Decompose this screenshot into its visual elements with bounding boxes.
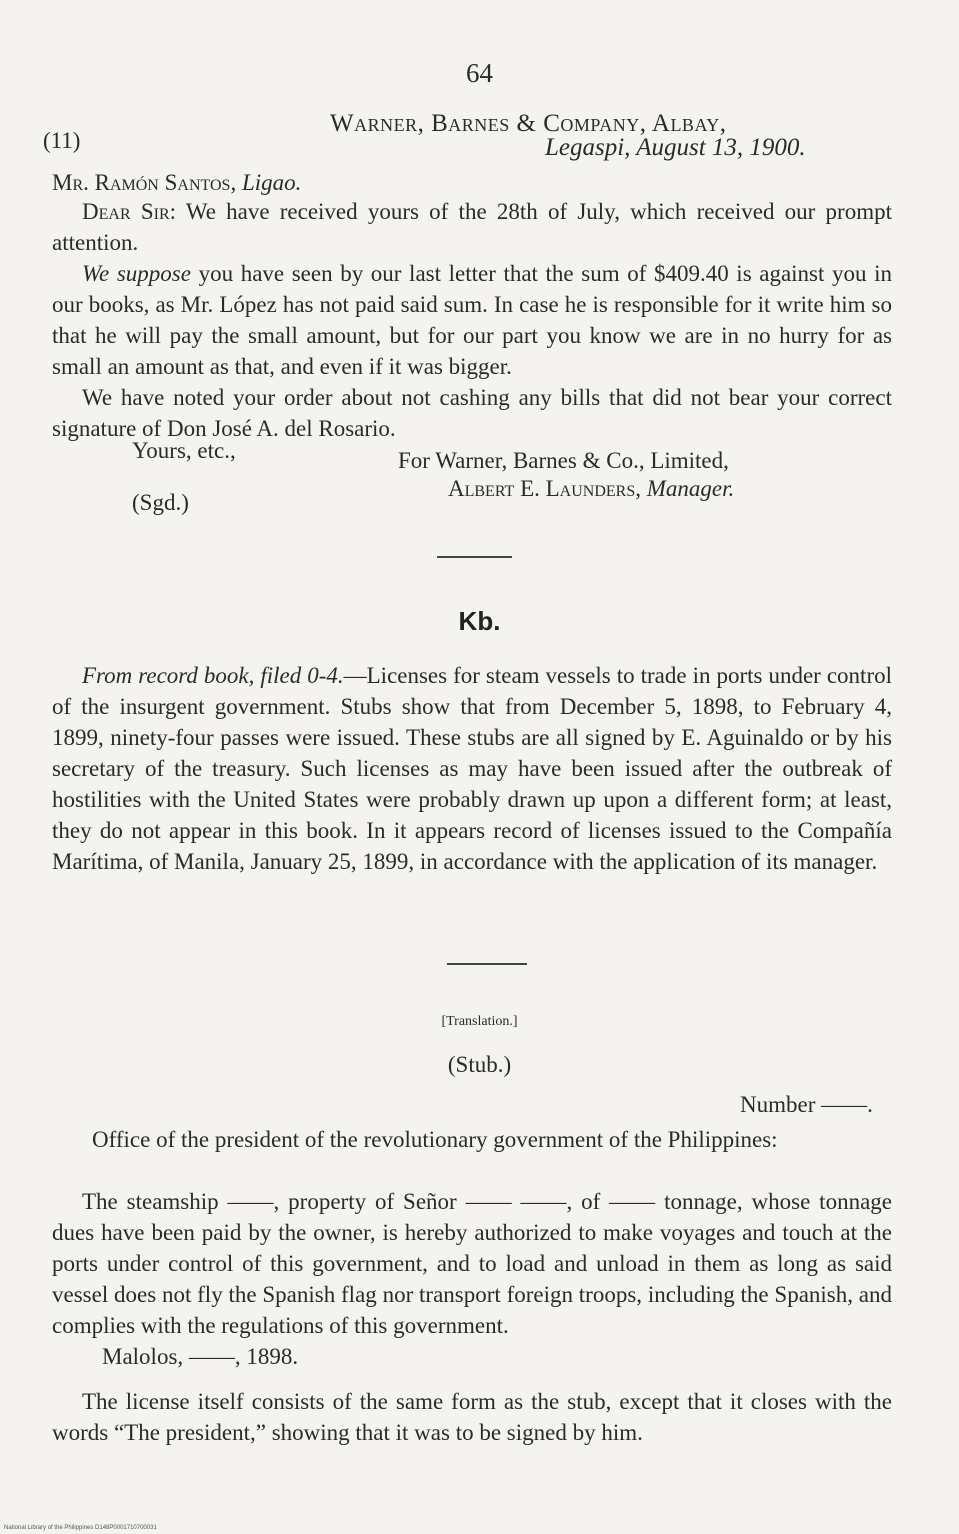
- signed-mark: (Sgd.): [132, 490, 189, 515]
- section-paragraph: [52, 660, 892, 877]
- closing-note: The license itself consists of the same form as the stub, except that it closes with the words “The president,” showing that it was to be signed by him.: [52, 1389, 892, 1445]
- translation-label: [Translation.]: [441, 1014, 518, 1029]
- paragraph-text: you have seen by our last letter that the sum of $409.40 is against you in our books, as Mr. López has not paid said sum. In case he is responsible for it write him so that he will pay the small amount, but for our part you know we are in no hurry for as small an amount as that, and even if it was bigger.: [52, 261, 892, 379]
- paragraph-lead: We suppose: [82, 261, 191, 286]
- stub-place-date: Malolos, ——, 1898.: [102, 1344, 299, 1369]
- letter-paragraph-2: [52, 258, 892, 382]
- stub-office: Office of the president of the revolutionary government of the Philippines:: [92, 1127, 778, 1152]
- signature-for-line: For Warner, Barnes & Co., Limited,: [398, 448, 729, 473]
- place-date: Legaspi, August 13, 1900.: [545, 134, 806, 161]
- letter-paragraph-1: [52, 196, 892, 258]
- signer: [448, 476, 734, 502]
- letter-paragraph-3: We have noted your order about not cashing any bills that did not bear your correct signature of Don José A. del Rosario.: [52, 385, 892, 441]
- source-note: From record book, filed 0-4.: [82, 663, 344, 688]
- letter-number: (11): [43, 128, 81, 153]
- addressee-place: Ligao.: [241, 170, 302, 195]
- signer-title: Manager.: [646, 476, 735, 501]
- paragraph-text: —Licenses for steam vessels to trade in ports under control of the insurgent government. Stubs show that from December 5, 1898, to February 4, 1899, ninety-four passes were issued. These stubs are all signed by E. Aguinaldo or by his secretary of the treasury. Such licenses as may have been issued after the outbreak of hostilities with the United States were probably drawn up upon a different form; at least, they do not appear in this book. In it appears record of licenses issued to the Compañía Marítima, of Manila, January 25, 1899, in accordance with the application of its manager.: [52, 663, 892, 874]
- page-number: 64: [466, 58, 493, 88]
- section-divider: [437, 556, 512, 558]
- firm-header: Warner, Barnes & Company, Albay,: [330, 110, 727, 137]
- addressee-name: Mr. Ramón Santos,: [52, 170, 237, 195]
- stub-number-line: Number ——.: [740, 1092, 873, 1117]
- paragraph-text: We have received yours of the 28th of July, which received our prompt attention.: [52, 199, 892, 255]
- addressee: [52, 170, 301, 196]
- archive-footer: National Library of the Philippines D148P0001710700031: [4, 1525, 157, 1531]
- section-divider: [447, 963, 527, 965]
- signer-name: Albert E. Launders,: [448, 476, 641, 501]
- letter-closing: Yours, etc.,: [132, 438, 236, 463]
- stub-label: (Stub.): [447, 1052, 512, 1077]
- section-heading: Kb.: [458, 606, 501, 636]
- salutation: Dear Sir:: [82, 199, 177, 224]
- stub-body: The steamship ——, property of Señor —— ——, of —— tonnage, whose tonnage dues have been paid by the owner, is hereby authorized to make voyages and touch at the ports under control of this government, and to load and unload in them as long as said vessel does not fly the Spanish flag nor transport foreign troops, including the Spanish, and complies with the regulations of this government.: [52, 1189, 892, 1338]
